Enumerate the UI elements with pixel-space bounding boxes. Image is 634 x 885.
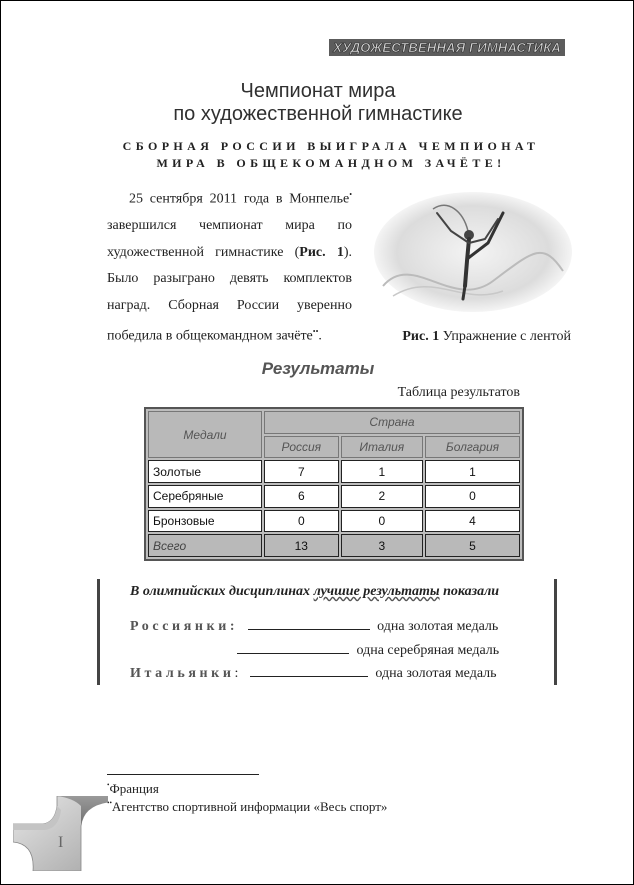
italians-colon: : — [234, 666, 239, 681]
footnote-mark-2: •• — [107, 799, 112, 807]
intro-text-4: . — [318, 328, 322, 344]
olympic-title-text-1: В олимпийских дисциплинах — [130, 584, 314, 599]
italians-gold-row — [130, 662, 497, 682]
table-cell: 1 — [341, 460, 423, 483]
page-number: I — [58, 834, 64, 851]
russians-silver-text: одна серебряная медаль — [356, 643, 500, 658]
answer-blank-3[interactable] — [250, 662, 368, 677]
header-country-bulgaria: Болгария — [425, 436, 520, 459]
table-cell: 7 — [264, 460, 339, 483]
olympic-title — [130, 584, 499, 600]
footnote-ref-1: • — [349, 190, 352, 199]
figure-caption-number: Рис. 1 — [402, 329, 440, 344]
table-header-row — [148, 411, 520, 434]
table-cell: 0 — [425, 485, 520, 508]
answer-blank-1[interactable] — [248, 615, 370, 630]
table-row — [148, 485, 520, 508]
olympic-title-text-2: показали — [439, 584, 500, 599]
page-title — [1, 80, 634, 126]
russians-silver-row — [237, 639, 499, 659]
row-label: Золотые — [148, 460, 262, 483]
italians-label: Итальянки — [130, 666, 235, 681]
answer-blank-2[interactable] — [237, 639, 349, 654]
table-cell: 0 — [264, 510, 339, 533]
russians-label: Россиянки: — [130, 619, 239, 634]
row-label: Бронзовые — [148, 510, 262, 533]
figure-caption-text: Упражнение с лентой — [439, 329, 571, 344]
header-country-russia: Россия — [264, 436, 339, 459]
total-cell: 13 — [264, 534, 339, 557]
figure-caption — [371, 329, 571, 345]
table-row — [148, 510, 520, 533]
table-cell: 4 — [425, 510, 520, 533]
gymnast-ribbon-image — [373, 191, 573, 314]
footnote-text-2: Агентство спортивной информации «Весь спорт» — [111, 799, 388, 814]
total-cell: 5 — [425, 534, 520, 557]
table-cell: 1 — [425, 460, 520, 483]
page-title-line-1: Чемпионат мира — [240, 80, 396, 102]
footnote-1 — [107, 781, 159, 797]
russians-gold-row — [130, 615, 498, 635]
table-row — [148, 460, 520, 483]
subtitle-line-2: МИРА В ОБЩЕКОМАНДНОМ ЗАЧЁТЕ! — [156, 156, 506, 170]
footnote-2 — [107, 799, 387, 815]
intro-text-3: ). Было разыграно девять комплектов наград. Сборная России уверенно победила в общекомандном зачёте — [107, 244, 352, 344]
table-total-row — [148, 534, 520, 557]
table-cell: 2 — [341, 485, 423, 508]
footnote-text-1: Франция — [109, 781, 159, 796]
intro-paragraph — [107, 182, 352, 350]
olympic-results-box — [97, 579, 557, 685]
table-cell: 0 — [341, 510, 423, 533]
page-subtitle — [111, 138, 551, 172]
intro-text-2: завершился чемпионат мира по художественной гимнастике ( — [107, 218, 352, 260]
subtitle-line-1: СБОРНАЯ РОССИИ ВЫИГРАЛА ЧЕМПИОНАТ — [122, 139, 540, 153]
row-label: Серебряные — [148, 485, 262, 508]
page-title-line-2: по художественной гимнастике — [173, 103, 463, 125]
header-country: Страна — [264, 411, 520, 434]
total-label: Всего — [148, 534, 262, 557]
footnote-ref-2: •• — [312, 327, 319, 337]
russians-gold-text: одна золотая медаль — [377, 619, 499, 634]
header-country-italy: Италия — [341, 436, 423, 459]
italians-gold-text: одна золотая медаль — [375, 666, 497, 681]
figure-reference: Рис. 1 — [299, 244, 344, 260]
results-table — [144, 407, 524, 561]
footnote-divider — [107, 774, 259, 775]
table-cell: 6 — [264, 485, 339, 508]
total-cell: 3 — [341, 534, 423, 557]
intro-text-1: 25 сентября 2011 года в Монпелье — [129, 191, 350, 207]
table-caption: Таблица результатов — [397, 385, 520, 400]
header-medals: Медали — [148, 411, 262, 458]
olympic-title-highlight: лучшие результаты — [313, 584, 440, 599]
results-heading: Результаты — [261, 359, 375, 378]
footnote-mark-1: • — [107, 781, 110, 789]
section-header: ХУДОЖЕСТВЕННАЯ ГИМНАСТИКА — [329, 39, 565, 56]
